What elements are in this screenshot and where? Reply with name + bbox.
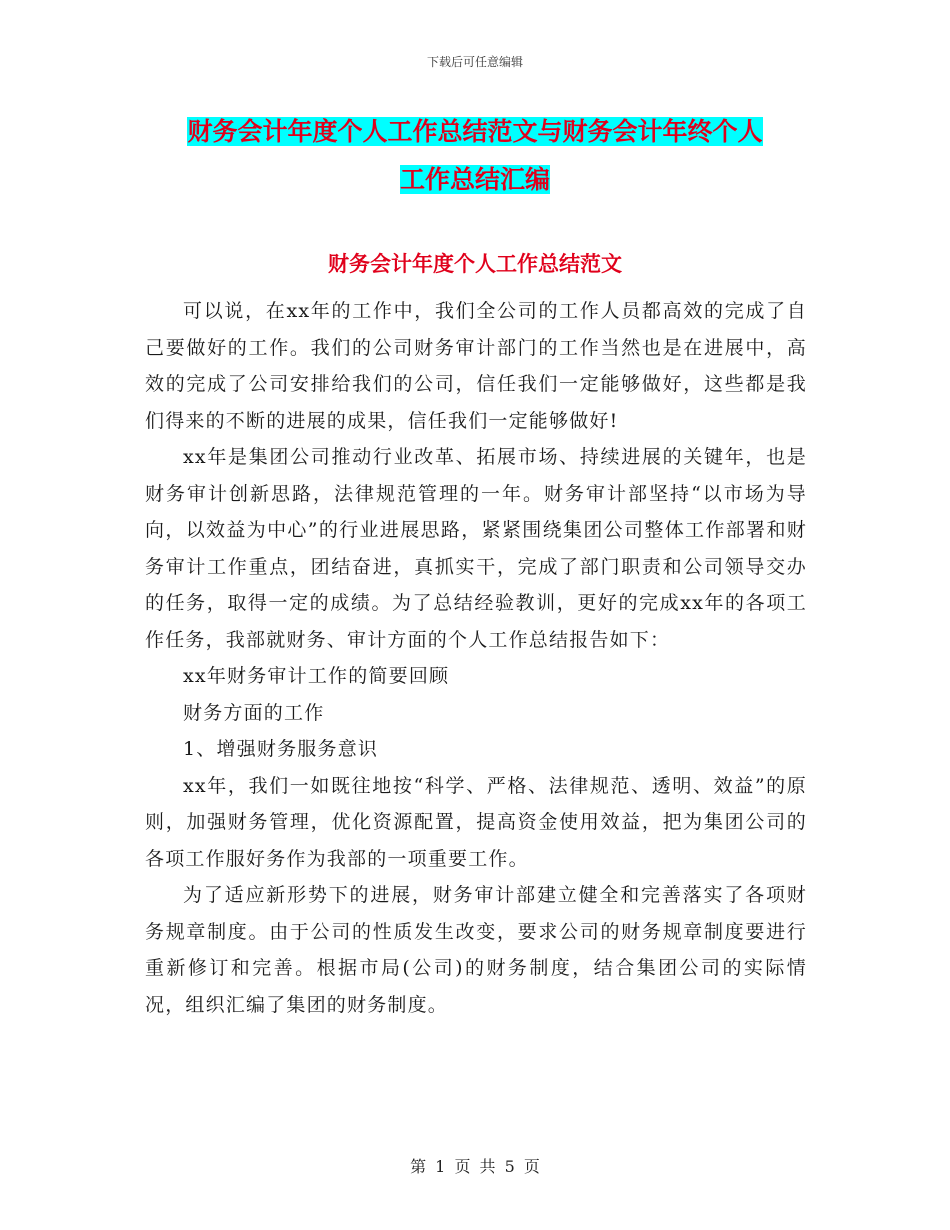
paragraph-regulations: 为了适应新形势下的进展，财务审计部建立健全和完善落实了各项财务规章制度。由于公司的性质发生改变，要求公司的财务规章制度要进行重新修订和完善。根据市局(公司)的财务制度，结合集团公司的实际情况，组织汇编了集团的财务制度。 <box>145 884 807 1016</box>
document-title-line-2: 工作总结汇编 <box>399 165 550 194</box>
header-note: 下载后可任意编辑 <box>426 55 523 69</box>
heading-review: xx年财务审计工作的简要回顾 <box>183 665 450 687</box>
section-title: 财务会计年度个人工作总结范文 <box>328 252 622 276</box>
document-title <box>145 108 805 204</box>
paragraph-principles: xx年，我们一如既往地按“科学、严格、法律规范、透明、效益”的原则，加强财务管理，优化资源配置，提高资金使用效益，把为集团公司的各项工作服好务作为我部的一项重要工作。 <box>145 774 807 870</box>
heading-finance-work: 财务方面的工作 <box>183 701 325 724</box>
heading-service-awareness: 1、增强财务服务意识 <box>183 738 379 760</box>
page-footer: 第 1 页 共 5 页 <box>410 1157 540 1176</box>
paragraph-intro: 可以说，在xx年的工作中，我们全公司的工作人员都高效的完成了自己要做好的工作。我们的公司财务审计部门的工作当然也是在进展中，高效的完成了公司安排给我们的公司，信任我们一定能够做好，这些都是我们得来的不断的进展的成果，信任我们一定能够做好! <box>145 300 807 432</box>
document-body <box>145 293 807 1023</box>
paragraph-key-year: xx年是集团公司推动行业改革、拓展市场、持续进展的关键年，也是财务审计创新思路，法律规范管理的一年。财务审计部坚持“以市场为导向，以效益为中心”的行业进展思路，紧紧围绕集团公司整体工作部署和财务审计工作重点，团结奋进，真抓实干，完成了部门职责和公司领导交办的任务，取得一定的成绩。为了总结经验教训，更好的完成xx年的各项工作任务，我部就财务、审计方面的个人工作总结报告如下： <box>145 446 807 651</box>
document-title-line-1: 财务会计年度个人工作总结范文与财务会计年终个人 <box>187 117 763 146</box>
